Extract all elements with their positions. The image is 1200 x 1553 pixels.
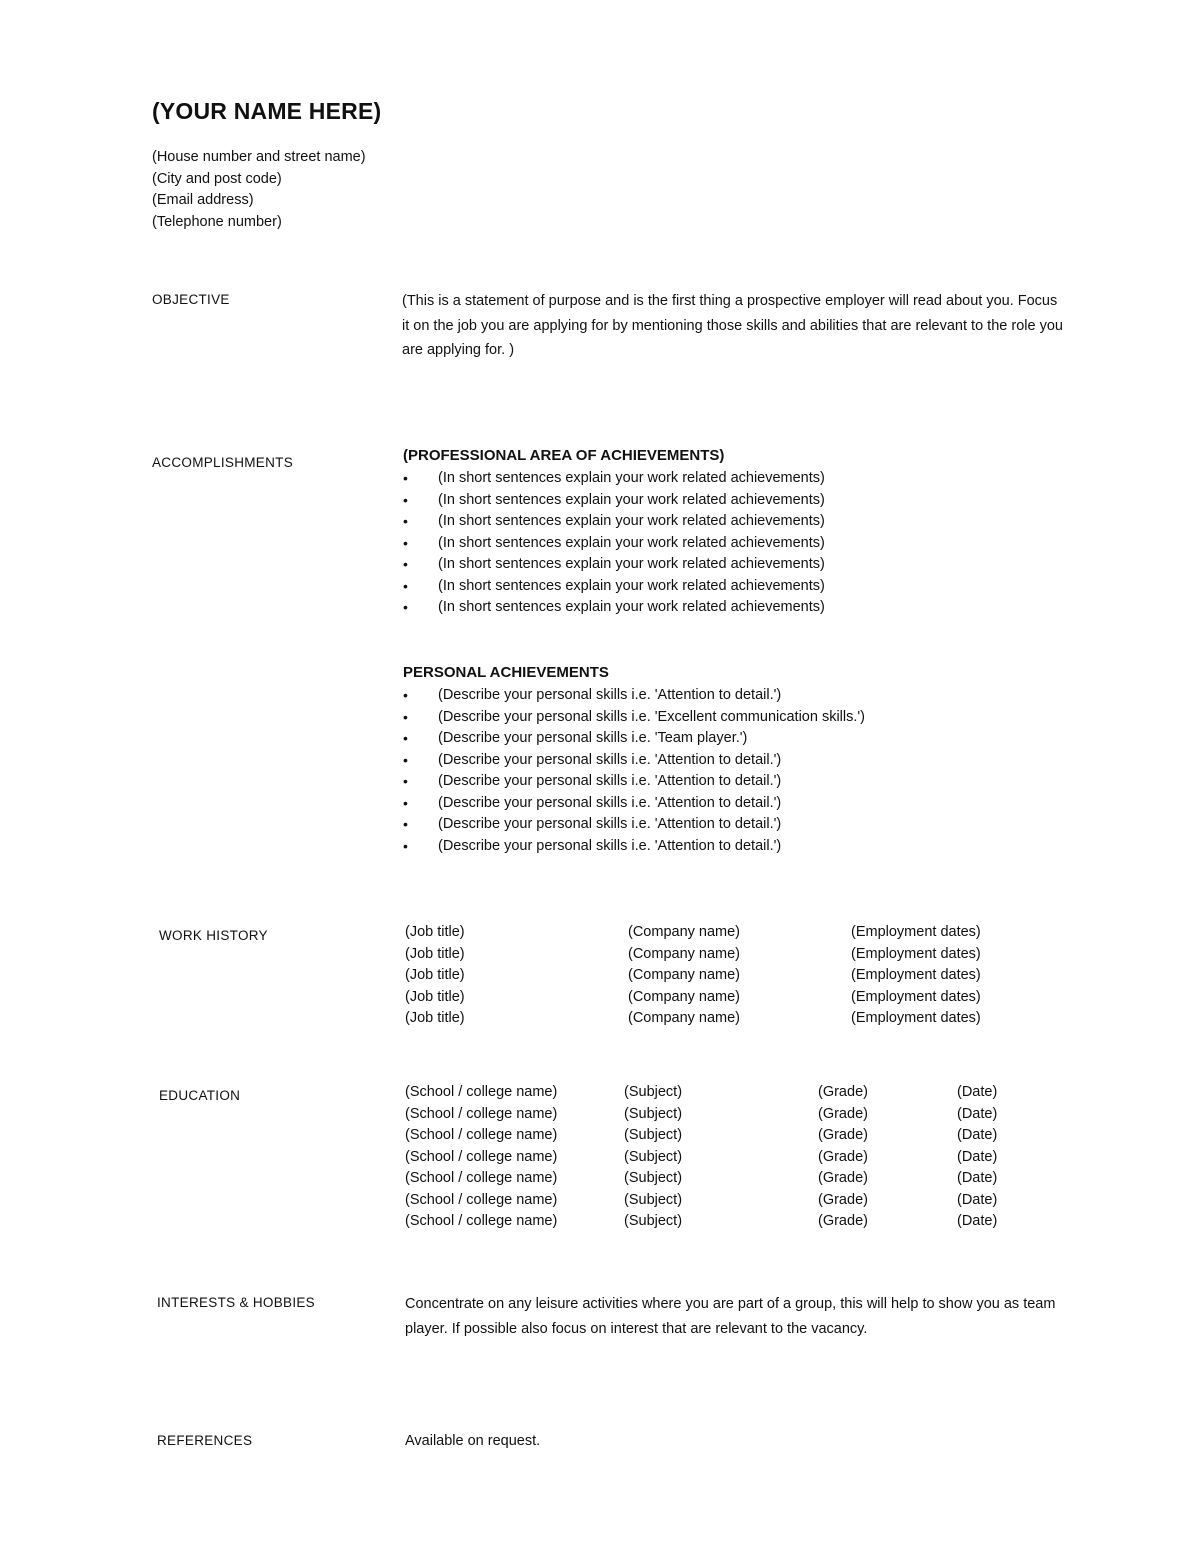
school-name-cell: (School / college name) bbox=[405, 1084, 558, 1100]
personal-achievements-list bbox=[403, 685, 865, 857]
list-item: • (Describe your personal skills i.e. 'Attention to detail.') bbox=[403, 836, 865, 858]
subject-cell: (Subject) bbox=[624, 1127, 683, 1143]
date-cell: (Date) bbox=[957, 1105, 998, 1122]
list-item: • (Describe your personal skills i.e. 'Excellent communication skills.') bbox=[403, 707, 865, 729]
employment-dates-cell: (Employment dates) bbox=[851, 967, 981, 983]
objective-text: (This is a statement of purpose and is the first thing a prospective employer will read about you. Focus it on the job you are applying for by mentioning those skills and abilities that are relevant to the role you are applying for. ) bbox=[402, 293, 1063, 358]
subject-cell: (Subject) bbox=[624, 1191, 683, 1208]
email-line: (Email address) bbox=[152, 192, 254, 208]
company-name-cell: (Company name) bbox=[628, 988, 741, 1005]
interests-label: INTERESTS & HOBBIES bbox=[157, 1295, 315, 1310]
list-item: • (Describe your personal skills i.e. 'Attention to detail.') bbox=[403, 814, 865, 836]
professional-achievements-list bbox=[403, 468, 825, 619]
references-label: REFERENCES bbox=[157, 1433, 253, 1448]
objective-label: OBJECTIVE bbox=[152, 292, 230, 307]
table-row bbox=[405, 1125, 1045, 1147]
school-name-cell: (School / college name) bbox=[405, 1170, 558, 1186]
grade-cell: (Grade) bbox=[818, 1213, 868, 1229]
list-item: • (In short sentences explain your work related achievements) bbox=[403, 554, 825, 576]
job-title-cell: (Job title) bbox=[405, 988, 465, 1005]
job-title-cell: (Job title) bbox=[405, 1010, 465, 1026]
company-name-cell: (Company name) bbox=[628, 924, 741, 940]
company-name-cell: (Company name) bbox=[628, 967, 741, 983]
list-item: • (In short sentences explain your work related achievements) bbox=[403, 468, 825, 490]
accomplishments-label: ACCOMPLISHMENTS bbox=[152, 455, 294, 470]
grade-cell: (Grade) bbox=[818, 1127, 868, 1143]
date-cell: (Date) bbox=[957, 1191, 998, 1208]
work-history-label: WORK HISTORY bbox=[159, 928, 268, 943]
school-name-cell: (School / college name) bbox=[405, 1127, 558, 1143]
employment-dates-cell: (Employment dates) bbox=[851, 945, 981, 962]
company-name-cell: (Company name) bbox=[628, 1010, 741, 1026]
contact-details bbox=[152, 147, 366, 233]
school-name-cell: (School / college name) bbox=[405, 1213, 558, 1229]
school-name-cell: (School / college name) bbox=[405, 1148, 558, 1165]
grade-cell: (Grade) bbox=[818, 1191, 868, 1208]
references-text: Available on request. bbox=[405, 1433, 541, 1449]
date-cell: (Date) bbox=[957, 1148, 998, 1165]
grade-cell: (Grade) bbox=[818, 1170, 868, 1186]
subject-cell: (Subject) bbox=[624, 1084, 683, 1100]
table-row bbox=[405, 944, 1025, 966]
list-item: • (In short sentences explain your work related achievements) bbox=[403, 597, 825, 619]
telephone-line: (Telephone number) bbox=[152, 213, 282, 230]
subject-cell: (Subject) bbox=[624, 1105, 683, 1122]
table-row bbox=[405, 965, 1025, 987]
professional-achievements-heading: (PROFESSIONAL AREA OF ACHIEVEMENTS) bbox=[403, 447, 725, 464]
table-row bbox=[405, 922, 1025, 944]
education-label: EDUCATION bbox=[159, 1088, 241, 1103]
table-row bbox=[405, 987, 1025, 1009]
grade-cell: (Grade) bbox=[818, 1105, 868, 1122]
job-title-cell: (Job title) bbox=[405, 945, 465, 962]
city-postcode-line: (City and post code) bbox=[152, 170, 282, 187]
list-item: • (Describe your personal skills i.e. 'Attention to detail.') bbox=[403, 750, 865, 772]
school-name-cell: (School / college name) bbox=[405, 1191, 558, 1208]
personal-achievements-heading: PERSONAL ACHIEVEMENTS bbox=[403, 664, 609, 681]
work-history-table bbox=[405, 922, 1025, 1030]
employment-dates-cell: (Employment dates) bbox=[851, 988, 981, 1005]
grade-cell: (Grade) bbox=[818, 1148, 868, 1165]
table-row bbox=[405, 1104, 1045, 1126]
table-row bbox=[405, 1190, 1045, 1212]
table-row bbox=[405, 1147, 1045, 1169]
subject-cell: (Subject) bbox=[624, 1170, 683, 1186]
candidate-name: (YOUR NAME HERE) bbox=[152, 98, 382, 124]
address-line: (House number and street name) bbox=[152, 149, 366, 165]
job-title-cell: (Job title) bbox=[405, 967, 465, 983]
list-item: • (In short sentences explain your work related achievements) bbox=[403, 490, 825, 512]
date-cell: (Date) bbox=[957, 1084, 998, 1100]
table-row bbox=[405, 1211, 1045, 1233]
list-item: • (In short sentences explain your work related achievements) bbox=[403, 576, 825, 598]
list-item: • (In short sentences explain your work related achievements) bbox=[403, 533, 825, 555]
table-row bbox=[405, 1168, 1045, 1190]
date-cell: (Date) bbox=[957, 1170, 998, 1186]
grade-cell: (Grade) bbox=[818, 1084, 868, 1100]
company-name-cell: (Company name) bbox=[628, 945, 741, 962]
employment-dates-cell: (Employment dates) bbox=[851, 1010, 981, 1026]
job-title-cell: (Job title) bbox=[405, 924, 465, 940]
list-item: • (Describe your personal skills i.e. 'Attention to detail.') bbox=[403, 793, 865, 815]
table-row bbox=[405, 1082, 1045, 1104]
interests-text: Concentrate on any leisure activities where you are part of a group, this will help to show you as team player. If possible also focus on interest that are relevant to the vacancy. bbox=[405, 1296, 1056, 1337]
education-table bbox=[405, 1082, 1045, 1233]
list-item: • (Describe your personal skills i.e. 'Attention to detail.') bbox=[403, 771, 865, 793]
list-item: • (Describe your personal skills i.e. 'Attention to detail.') bbox=[403, 685, 865, 707]
list-item: • (Describe your personal skills i.e. 'Team player.') bbox=[403, 728, 865, 750]
subject-cell: (Subject) bbox=[624, 1213, 683, 1229]
employment-dates-cell: (Employment dates) bbox=[851, 924, 981, 940]
date-cell: (Date) bbox=[957, 1213, 998, 1229]
date-cell: (Date) bbox=[957, 1127, 998, 1143]
subject-cell: (Subject) bbox=[624, 1148, 683, 1165]
list-item: • (In short sentences explain your work related achievements) bbox=[403, 511, 825, 533]
school-name-cell: (School / college name) bbox=[405, 1105, 558, 1122]
table-row bbox=[405, 1008, 1025, 1030]
